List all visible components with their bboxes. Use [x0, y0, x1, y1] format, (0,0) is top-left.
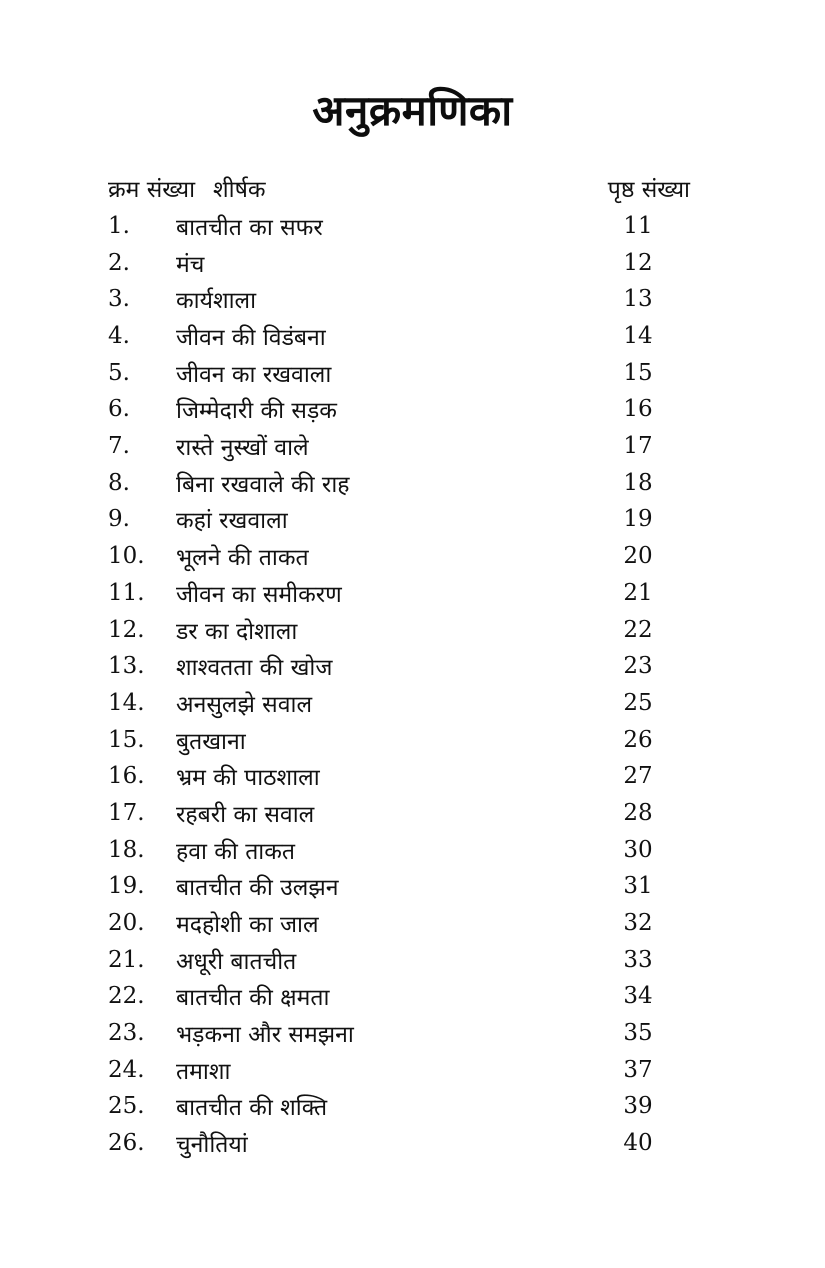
row-page-number: 28 — [623, 799, 653, 826]
row-page-number: 37 — [623, 1056, 653, 1083]
row-serial-number: 14. — [108, 689, 145, 716]
toc-row — [108, 318, 690, 355]
row-serial-number: 6. — [108, 396, 130, 423]
row-page-number: 20 — [623, 543, 653, 570]
row-serial-number: 24. — [108, 1056, 145, 1083]
toc-row — [108, 281, 690, 318]
row-page-number: 25 — [623, 689, 653, 716]
toc-row — [108, 758, 690, 795]
row-serial-number: 2. — [108, 249, 130, 276]
row-chapter-title: अधूरी बातचीत — [176, 948, 297, 975]
row-serial-number: 9. — [108, 506, 130, 533]
row-serial-number: 25. — [108, 1093, 145, 1120]
row-chapter-title: कहां रखवाला — [176, 508, 288, 535]
row-chapter-title: जीवन की विडंबना — [176, 325, 326, 351]
header-serial-label: क्रम संख्या — [108, 176, 196, 203]
toc-row — [108, 391, 690, 428]
row-chapter-title: बातचीत की उलझन — [176, 875, 339, 902]
toc-row — [108, 501, 690, 538]
table-of-contents — [108, 169, 690, 1162]
header-page-label: पृष्ठ संख्या — [607, 176, 690, 203]
toc-row — [108, 648, 690, 685]
row-page-number: 33 — [623, 946, 653, 973]
row-chapter-title: जिम्मेदारी की सड़क — [176, 398, 337, 425]
toc-row — [108, 721, 690, 758]
row-serial-number: 23. — [108, 1020, 145, 1047]
toc-row — [108, 1088, 690, 1125]
row-serial-number: 12. — [108, 616, 145, 643]
row-page-number: 39 — [623, 1093, 653, 1120]
row-page-number: 12 — [623, 249, 653, 276]
row-chapter-title: रहबरी का सवाल — [176, 801, 315, 828]
toc-row — [108, 905, 690, 942]
row-serial-number: 7. — [108, 433, 130, 460]
toc-row — [108, 1051, 690, 1088]
row-chapter-title: मंच — [176, 251, 205, 278]
row-chapter-title: रास्ते नुस्खों वाले — [176, 435, 309, 462]
toc-row — [108, 574, 690, 611]
row-chapter-title: भूलने की ताकत — [176, 545, 309, 572]
row-page-number: 26 — [623, 726, 653, 753]
row-serial-number: 11. — [108, 579, 145, 606]
row-chapter-title: अनसुलझे सवाल — [176, 691, 313, 718]
row-chapter-title: बुतखाना — [176, 728, 246, 755]
row-page-number: 40 — [623, 1130, 653, 1157]
row-page-number: 35 — [623, 1020, 653, 1047]
toc-row — [108, 941, 690, 978]
toc-row — [108, 831, 690, 868]
row-page-number: 30 — [623, 836, 653, 863]
row-chapter-title: भड़कना और समझना — [176, 1022, 354, 1049]
row-chapter-title: जीवन का रखवाला — [176, 361, 332, 388]
row-page-number: 34 — [623, 983, 653, 1010]
row-page-number: 23 — [623, 653, 653, 680]
toc-row — [108, 464, 690, 501]
row-chapter-title: शाश्वतता की खोज — [176, 655, 333, 682]
row-page-number: 21 — [623, 579, 653, 606]
toc-row — [108, 244, 690, 281]
row-serial-number: 5. — [108, 359, 130, 386]
toc-row — [108, 1125, 690, 1162]
row-serial-number: 26. — [108, 1130, 145, 1157]
row-serial-number: 4. — [108, 323, 130, 349]
row-serial-number: 13. — [108, 653, 145, 680]
row-chapter-title: जीवन का समीकरण — [176, 581, 342, 608]
row-chapter-title: बातचीत की क्षमता — [176, 985, 330, 1012]
row-serial-number: 15. — [108, 726, 145, 753]
row-page-number: 11 — [623, 212, 653, 239]
row-chapter-title: भ्रम की पाठशाला — [176, 765, 320, 792]
row-page-number: 32 — [623, 910, 653, 936]
row-page-number: 13 — [623, 286, 653, 313]
toc-row — [108, 538, 690, 575]
toc-row — [108, 611, 690, 648]
row-page-number: 22 — [623, 616, 653, 643]
toc-row — [108, 978, 690, 1015]
page-title: अनुक्रमणिका — [312, 86, 513, 135]
row-serial-number: 10. — [108, 543, 145, 570]
row-page-number: 16 — [623, 396, 653, 423]
row-chapter-title: चुनौतियां — [176, 1132, 248, 1159]
toc-row — [108, 208, 690, 245]
row-page-number: 27 — [623, 763, 653, 790]
row-page-number: 31 — [623, 873, 653, 900]
row-serial-number: 19. — [108, 873, 145, 900]
row-chapter-title: हवा की ताकत — [176, 838, 296, 865]
toc-header-row — [108, 169, 690, 207]
row-chapter-title: बातचीत का सफर — [176, 214, 323, 241]
toc-row — [108, 868, 690, 905]
row-serial-number: 20. — [108, 910, 145, 936]
row-page-number: 18 — [623, 469, 653, 496]
toc-row — [108, 795, 690, 832]
row-serial-number: 17. — [108, 799, 145, 826]
row-page-number: 17 — [623, 433, 653, 460]
toc-row — [108, 1015, 690, 1052]
toc-row — [108, 685, 690, 722]
row-serial-number: 3. — [108, 286, 130, 313]
toc-body — [108, 208, 690, 1162]
row-chapter-title: बिना रखवाले की राह — [176, 471, 350, 498]
row-chapter-title: बातचीत की शक्ति — [176, 1095, 328, 1122]
row-chapter-title: डर का दोशाला — [176, 618, 298, 645]
toc-row — [108, 354, 690, 391]
row-serial-number: 21. — [108, 946, 145, 973]
row-chapter-title: तमाशा — [176, 1058, 231, 1085]
row-page-number: 15 — [623, 359, 653, 386]
row-serial-number: 18. — [108, 836, 145, 863]
row-serial-number: 1. — [108, 212, 130, 239]
header-title-label: शीर्षक — [213, 176, 266, 203]
row-chapter-title: कार्यशाला — [176, 288, 257, 315]
toc-row — [108, 428, 690, 465]
row-chapter-title: मदहोशी का जाल — [176, 912, 319, 938]
row-serial-number: 16. — [108, 763, 145, 790]
row-serial-number: 22. — [108, 983, 145, 1010]
row-serial-number: 8. — [108, 469, 130, 496]
row-page-number: 14 — [623, 323, 653, 349]
row-page-number: 19 — [623, 506, 653, 533]
